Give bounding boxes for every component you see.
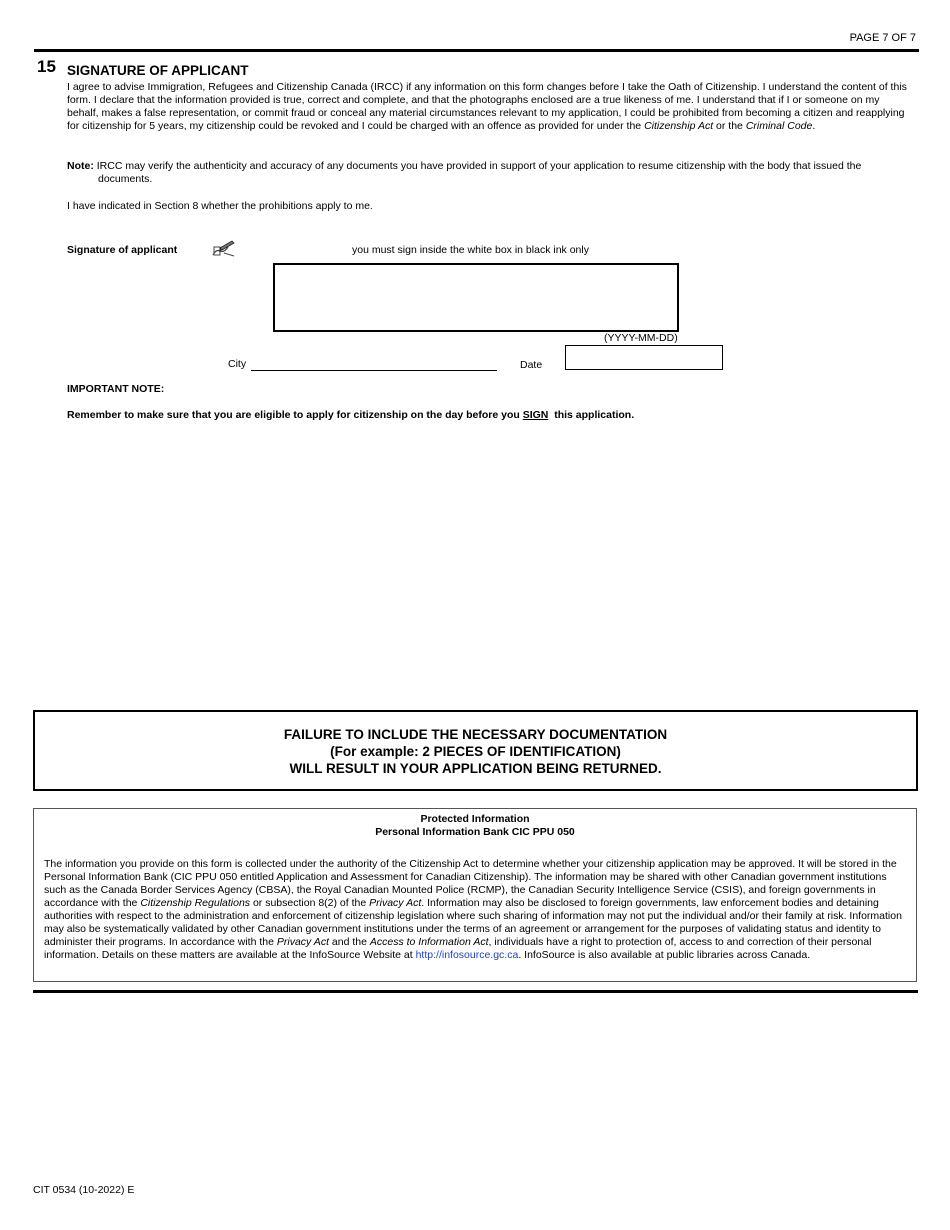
form-identifier: CIT 0534 (10-2022) E [33, 1184, 135, 1196]
city-label: City [228, 358, 247, 370]
privacy-text: . Information may also be disclosed to foreign governments, law enforcement bodies and detaining authorities with respect to the administration and enforcement of citizenship legislation where such sharing of information may not put the individual and/or their family at risk. Information may also be systematically validated by other Canadian government institutions under the terms of an agreement or arrangement for the purposes of validating status and identity to administer their programs. In accordance with the [44, 897, 902, 948]
warning-line: (For example: 2 PIECES OF IDENTIFICATION) [330, 744, 621, 759]
note-text-continued: documents. [98, 173, 153, 185]
note-block [67, 160, 907, 186]
warning-line: WILL RESULT IN YOUR APPLICATION BEING RETURNED. [289, 761, 662, 776]
remember-text: Remember to make sure that you are eligible to apply for citizenship on the day before you [67, 409, 523, 421]
date-field[interactable] [565, 345, 723, 370]
protected-subtitle: Personal Information Bank CIC PPU 050 [375, 826, 575, 838]
privacy-text: or subsection 8(2) of the [250, 897, 370, 909]
note-text: IRCC may verify the authenticity and accuracy of any documents you have provided in support of your application to resume citizenship with the body that issued the [93, 160, 862, 172]
privacy-italic: Privacy Act [369, 897, 422, 909]
city-field[interactable] [251, 370, 497, 371]
prohibitions-statement: I have indicated in Section 8 whether the prohibitions apply to me. [67, 200, 373, 212]
bottom-divider [33, 990, 918, 993]
protected-title: Protected Information [420, 813, 530, 825]
privacy-italic: Citizenship Regulations [140, 897, 251, 909]
declaration-part: I agree to advise Immigration, Refugees and Citizenship Canada (IRCC) if any information on this form changes before I take the Oath of Citizenship. I understand the content of this form. I declare that the information provided is true, correct and complete, and that the photographs enclosed are a true likeness of me. I understand that if I or someone on my behalf, makes a false representation, or commit fraud or conceal any material circumstances relevant to my application, I could be prohibited from becoming a citizen and reapplying for citizenship for 5 years, my citizenship could be revoked and I could be charged with an offence as provided for under the [67, 81, 907, 132]
privacy-text: and the [328, 936, 370, 948]
privacy-italic: Privacy Act [276, 936, 329, 948]
declaration-italic: Criminal Code [745, 120, 813, 132]
pen-signing-icon [210, 239, 236, 262]
privacy-statement [44, 858, 906, 962]
declaration-part: . [812, 120, 816, 132]
note-label: Note: [67, 160, 94, 172]
documentation-warning-box [33, 710, 918, 791]
signature-label: Signature of applicant [67, 244, 178, 256]
remember-text-end: this application. [548, 409, 635, 421]
top-divider [34, 49, 919, 52]
section-title: SIGNATURE OF APPLICANT [67, 63, 249, 78]
important-note-heading: IMPORTANT NOTE: [67, 383, 165, 395]
warning-line: FAILURE TO INCLUDE THE NECESSARY DOCUMENTATION [283, 727, 668, 742]
section-number: 15 [37, 57, 56, 76]
date-format-hint: (YYYY-MM-DD) [604, 332, 678, 344]
privacy-text: The information you provide on this form is collected under the authority of the Citizenship Act to determine whether your citizenship application may be approved. It will be stored in the Personal Information Bank (CIC PPU 050 entitled Application and Assessment for Canadian Citizenship). The information may be shared with other Canadian government institutions such as the Canada Border Services Agency (CBSA), the Royal Canadian Mounted Police (RCMP), the Canadian Security Intelligence Service (CSIS), and foreign governments in accordance with the [44, 858, 897, 909]
declaration-part: or the [713, 120, 746, 132]
privacy-text: . InfoSource is also available at public libraries across Canada. [518, 949, 811, 961]
privacy-text: , individuals have a right to protection of, access to and correction of their personal information. Details on these matters are available at the InfoSource Website at [44, 936, 872, 961]
date-label: Date [520, 359, 543, 371]
privacy-italic: Access to Information Act [369, 936, 489, 948]
protected-information-box [33, 808, 917, 982]
signature-box[interactable] [273, 263, 679, 332]
remember-note [67, 409, 634, 421]
infosource-link[interactable]: http://infosource.gc.ca [415, 949, 519, 961]
sign-emphasis: SIGN [522, 409, 549, 421]
signature-instruction: you must sign inside the white box in black ink only [352, 244, 589, 256]
declaration-italic: Citizenship Act [644, 120, 714, 132]
declaration-text [67, 81, 907, 133]
page-number: PAGE 7 OF 7 [849, 32, 916, 44]
